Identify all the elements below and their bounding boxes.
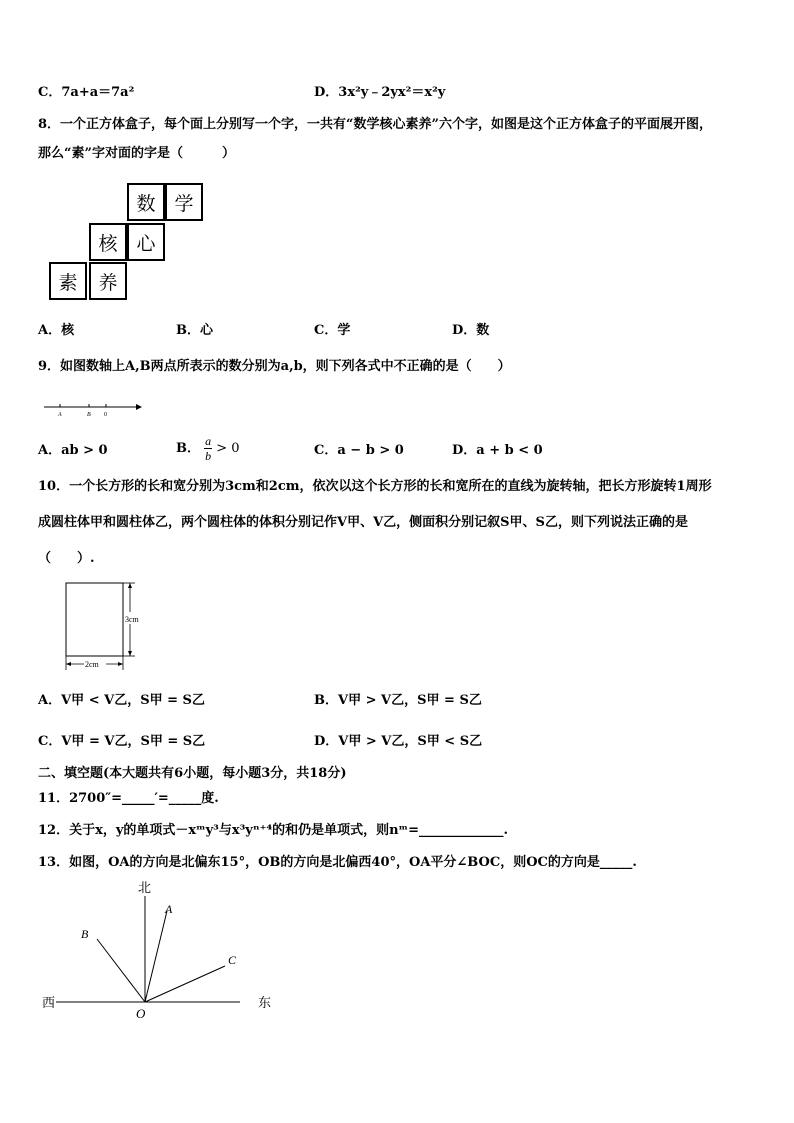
q9-option-a: A．ab > 0 <box>38 443 108 458</box>
net-cell-xue: 学 <box>165 183 203 221</box>
point-a-label: A <box>165 902 173 916</box>
q13-stem: 13．如图，OA的方向是北偏东15°，OB的方向是北偏西40°，OA平分∠BOC，则OC的方向是_____. <box>38 855 637 870</box>
number-line <box>44 400 144 420</box>
q9-option-b-letter: B． <box>176 441 200 456</box>
q10-stem-line3: （ ）. <box>38 551 95 566</box>
q8-option-a: A．核 <box>38 323 75 338</box>
q8-option-b: B．心 <box>176 323 213 338</box>
point-b-label: B <box>81 927 89 941</box>
q8-stem-line2: 那么“素”字对面的字是（ ） <box>38 146 235 161</box>
q9-stem: 9．如图数轴上A,B两点所表示的数分别为a,b，则下列各式中不正确的是（ ） <box>38 359 511 374</box>
q9-option-d: D．a + b < 0 <box>452 443 543 458</box>
section-heading: 二、填空题(本大题共有6小题，每小题3分，共18分) <box>38 766 347 781</box>
label-b: B <box>87 412 91 418</box>
q9-option-b-tail: > 0 <box>212 441 240 456</box>
q8-option-d: D．数 <box>452 323 490 338</box>
q8-stem-line1: 8．一个正方体盒子，每个面上分别写一个字，一共有“数学核心素养”六个字，如图是这个正方体盒子的平面展开图， <box>38 117 713 132</box>
q7-option-c: C．7a+a＝7a² <box>38 85 135 100</box>
q9-option-b-fraction <box>204 434 212 463</box>
fraction-numerator: a <box>205 434 212 448</box>
q11-stem: 11．2700″=_____′=_____度. <box>38 791 219 806</box>
label-a: A <box>58 412 62 418</box>
ray-oc <box>145 966 225 1002</box>
direction-diagram <box>30 876 290 1026</box>
point-c-label: C <box>228 953 237 967</box>
net-cell-he: 核 <box>89 223 127 261</box>
rectangle <box>66 583 123 656</box>
number-line-arrow <box>136 404 142 410</box>
net-cell-shu: 数 <box>127 183 165 221</box>
q10-option-d: D．V甲 > V乙，S甲 < S乙 <box>314 734 483 749</box>
q9-option-c: C．a − b > 0 <box>314 443 404 458</box>
arrow-down <box>128 651 132 656</box>
net-cell-xin: 心 <box>127 223 165 261</box>
arrow-right <box>118 662 123 666</box>
q10-option-b: B．V甲 > V乙，S甲 = S乙 <box>314 693 482 708</box>
east-label: 东 <box>258 995 272 1010</box>
rectangle-figure <box>60 578 160 674</box>
q7-option-d: D．3x²y﹣2yx²＝x²y <box>314 85 446 100</box>
width-label: 2cm <box>85 660 99 669</box>
arrow-left <box>66 662 71 666</box>
q10-stem-line1: 10．一个长方形的长和宽分别为3cm和2cm，依次以这个长方形的长和宽所在的直线为旋转轴，把长方形旋转1周形 <box>38 479 712 494</box>
label-zero: 0 <box>104 412 107 418</box>
arrow-up <box>128 583 132 588</box>
q10-option-a: A．V甲 < V乙，S甲 = S乙 <box>38 693 205 708</box>
west-label: 西 <box>42 995 56 1010</box>
q10-stem-line2: 成圆柱体甲和圆柱体乙，两个圆柱体的体积分别记作V甲、V乙，侧面积分别记叙S甲、S乙，则下列说法正确的是 <box>38 515 688 530</box>
fraction-denominator: b <box>205 449 212 463</box>
height-label: 3cm <box>125 615 139 624</box>
ray-ob <box>97 939 145 1002</box>
net-cell-yang: 养 <box>89 262 127 300</box>
point-o-label: O <box>136 1006 146 1021</box>
q9-option-b <box>176 434 240 463</box>
q10-option-c: C．V甲 = V乙，S甲 = S乙 <box>38 734 206 749</box>
q8-option-c: C．学 <box>314 323 351 338</box>
north-label: 北 <box>138 880 152 895</box>
q12-stem: 12．关于x，y的单项式－xᵐy³与x³yⁿ⁺⁴的和仍是单项式，则nᵐ=_____________. <box>38 823 509 838</box>
ray-oa <box>145 911 167 1002</box>
net-cell-su: 素 <box>49 262 87 300</box>
